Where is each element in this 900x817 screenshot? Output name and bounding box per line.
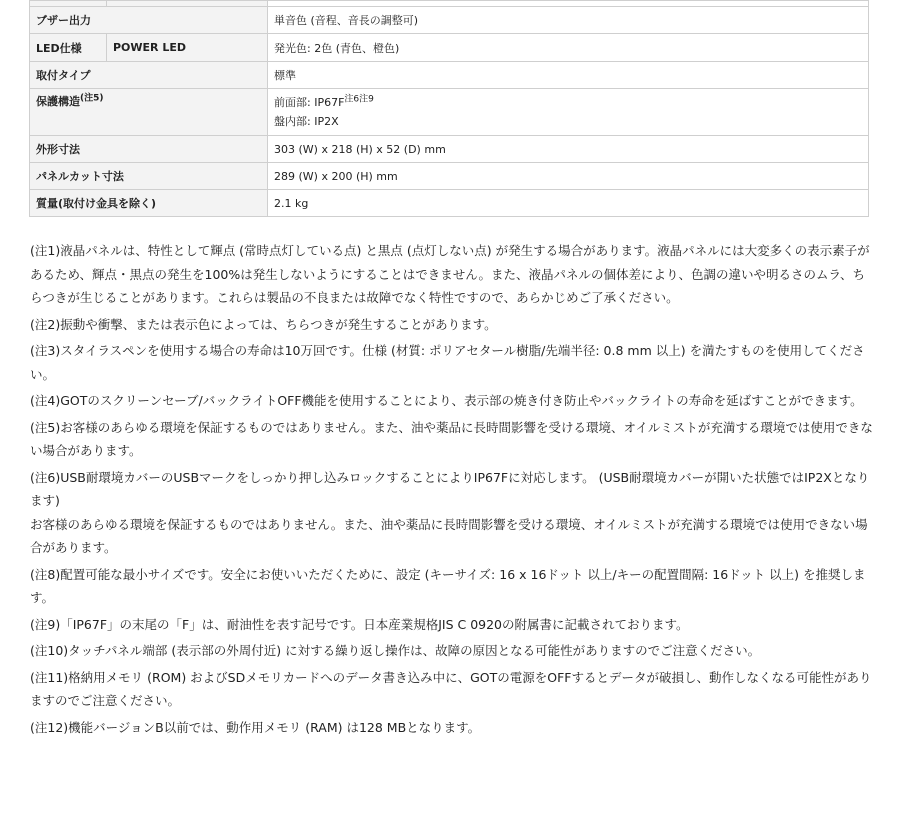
spec-label: 質量(取付け金具を除く) xyxy=(30,190,268,217)
footnote: (注8)配置可能な最小サイズです。安全にお使いいただくために、設定 (キーサイズ: 16 x 16ドット 以上/キーの配置間隔: 16ドット 以上) を推奨します。 xyxy=(30,566,866,605)
spec-value: 289 (W) x 200 (H) mm xyxy=(268,163,869,190)
spec-value: 単音色 (音程、音長の調整可) xyxy=(268,7,869,34)
footnote: お客様のあらゆる環境を保証するものではありません。また、油や薬品に長時間影響を受ける環境、オイルミストが充満する環境では使用できない場合があります。 xyxy=(30,516,868,555)
table-row xyxy=(30,190,869,217)
table-row xyxy=(30,7,869,34)
spec-value-line: 前面部: IP67F xyxy=(274,96,345,109)
footnote: (注3)スタイラスペンを使用する場合の寿命は10万回です。仕様 (材質: ポリアセタール樹脂/先端半径: 0.8 mm 以上) を満たすものを使用してください。 xyxy=(30,343,865,382)
footnote: (注2)振動や衝撃、または表示色によっては、ちらつきが発生することがあります。 xyxy=(30,316,497,332)
footnote: (注10)タッチパネル端部 (表示部の外周付近) に対する繰り返し操作は、故障の原因となる可能性がありますのでご注意ください。 xyxy=(30,643,761,658)
spec-value: 標準 xyxy=(268,62,869,89)
footnote: (注4)GOTのスクリーンセーブ/バックライトOFF機能を使用することにより、表示部の焼き付き防止やバックライトの寿命を延ばすことができます。 xyxy=(30,393,863,408)
spec-label: LED仕様 xyxy=(30,34,107,62)
footnote: (注5)お客様のあらゆる環境を保証するものではありません。また、油や薬品に長時間影響を受ける環境、オイルミストが充満する環境では使用できない場合があります。 xyxy=(30,419,873,458)
spec-value-cell xyxy=(268,89,869,136)
spec-label: 保護構造 xyxy=(36,95,80,108)
spec-label-cell xyxy=(30,89,268,136)
footnote: (注12)機能バージョンB以前では、動作用メモリ (RAM) は128 MBとなります。 xyxy=(30,719,481,735)
footnote-ref: 注6注9 xyxy=(344,94,374,105)
footnote-ref: (注5) xyxy=(80,93,104,104)
table-row xyxy=(30,163,869,190)
footnote: (注9)「IP67F」の末尾の「F」は、耐油性を表す記号です。日本産業規格JIS C 0920の附属書に記載されております。 xyxy=(30,616,689,632)
spec-label: パネルカット寸法 xyxy=(30,163,268,190)
table-row xyxy=(30,34,869,62)
spec-table xyxy=(29,0,869,217)
table-row xyxy=(30,62,869,89)
footnote: (注11)格納用メモリ (ROM) およびSDメモリカードへのデータ書き込み中に、GOTの電源をOFFするとデータが破損し、動作しなくなる可能性がありますのでご注意ください。 xyxy=(30,669,872,708)
table-row xyxy=(30,89,869,136)
spec-value-line: 盤内部: IP2X xyxy=(274,115,339,128)
footnotes xyxy=(30,239,876,742)
table-row xyxy=(30,136,869,163)
spec-label: 取付タイプ xyxy=(30,62,268,89)
spec-value: 303 (W) x 218 (H) x 52 (D) mm xyxy=(268,136,869,163)
spec-value: 2.1 kg xyxy=(268,190,869,217)
footnote: (注1)液晶パネルは、特性として輝点 (常時点灯している点) と黒点 (点灯しない点) が発生する場合があります。液晶パネルには大変多くの表示素子があるため、輝点・黒点の発生を100%は発生しないようにすることはできません。また、液晶パネルの個体差により、色調の違いや明るさのムラ、ちらつきが生じることがあります。これらは製品の不良または故障でなく特性ですので、あらかじめご了承ください。 xyxy=(30,243,870,305)
spec-label: ブザー出力 xyxy=(30,7,268,34)
footnote: (注6)USB耐環境カバーのUSBマークをしっかり押し込みロックすることによりIP67Fに対応します。 (USB耐環境カバーが開いた状態ではIP2Xとなります) xyxy=(30,469,870,508)
spec-value: 発光色: 2色 (青色、橙色) xyxy=(268,34,869,62)
spec-label: 外形寸法 xyxy=(30,136,268,163)
spec-sublabel: POWER LED xyxy=(107,34,268,62)
